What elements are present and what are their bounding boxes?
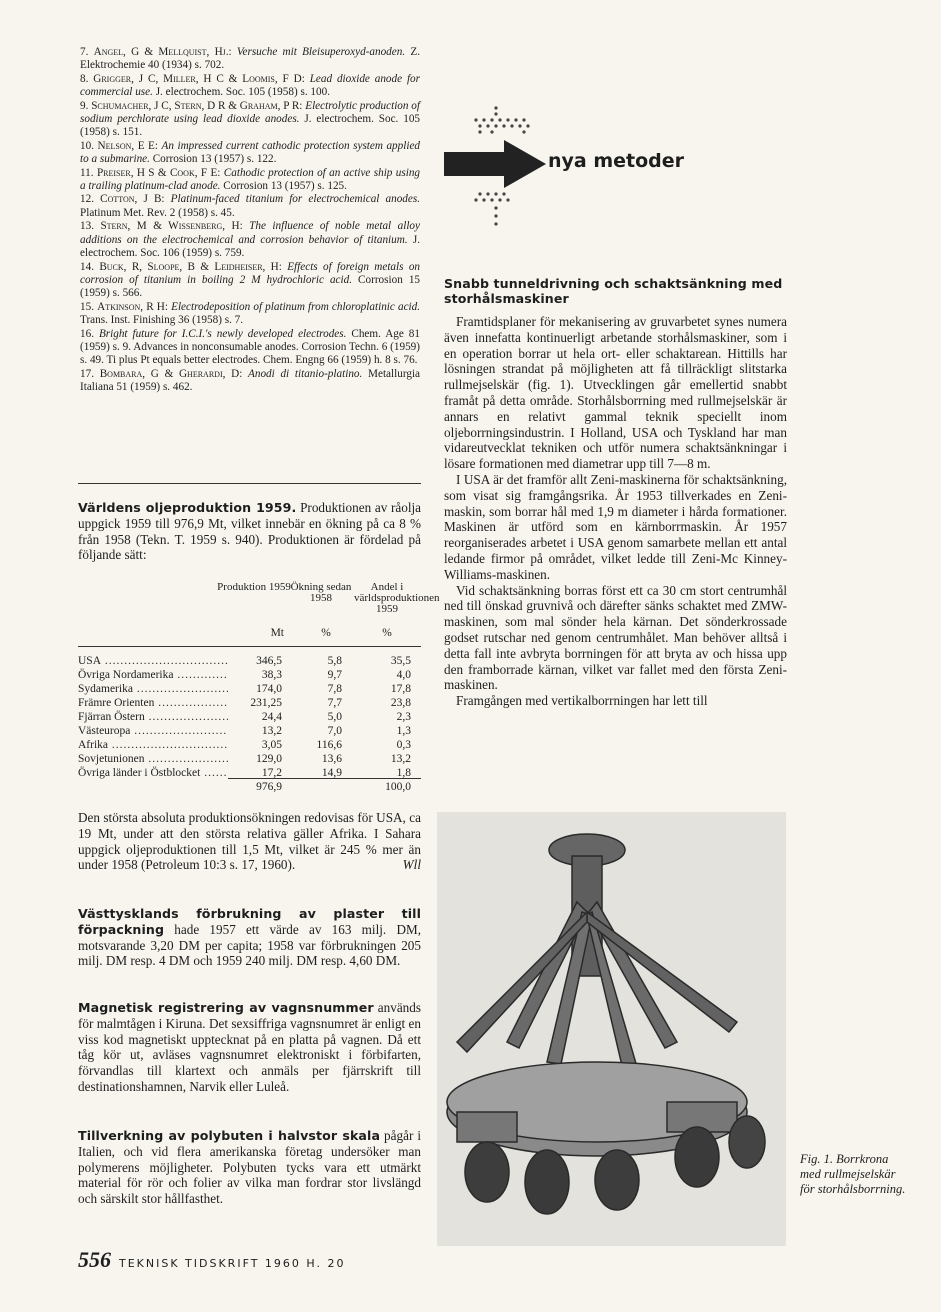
reference-number: 10. [80, 139, 94, 152]
increase-cell: 5,0 [327, 711, 342, 723]
reference-authors: Buck, R, Sloope, B & Leidheiser, H: [99, 260, 282, 273]
production-cell: 174,0 [228, 682, 282, 696]
increase-cell: 7,8 [327, 683, 342, 695]
reference-item [80, 261, 420, 301]
production-cell: 17,2 [228, 766, 282, 780]
share-cell: 4,0 [396, 669, 411, 681]
reference-authors: Angel, G & Mellquist, Hj.: [93, 46, 232, 58]
table-row [78, 696, 421, 710]
reference-item [80, 167, 420, 194]
production-cell: 346,5 [228, 654, 282, 668]
reference-item [80, 140, 420, 167]
reference-authors: Nelson, E E: [97, 139, 158, 152]
page-footer [78, 1247, 345, 1273]
reference-authors: Stern, M & Wissenberg, H: [100, 220, 243, 233]
reference-number: 8. [80, 72, 89, 85]
reference-title: Electrodeposition of platinum from chloroplatinic acid. [171, 300, 421, 313]
reference-source: Corrosion 13 (1957) s. 125. [223, 180, 347, 193]
reference-item [80, 46, 420, 73]
reference-number: 15. [80, 300, 94, 313]
share-cell: 1,3 [396, 725, 411, 737]
region-cell: Västeuropa ..... [78, 724, 236, 738]
article-intro: Produktionen av råolja uppgick 1959 till 976,9 Mt, vilket innebär en ökning på ca 8 % från 1958 (Tekn. T. 1959 s. 940). Produktionen är fördelad på följande sätt: [78, 500, 421, 563]
total-share: 100,0 [385, 781, 411, 793]
production-cell: 13,2 [228, 724, 282, 738]
reference-source: Corrosion 15 (1959) s. 566. [80, 273, 421, 300]
journal-name: TEKNISK TIDSKRIFT 1960 H. 20 [119, 1257, 346, 1270]
reference-item [80, 328, 420, 368]
article-body [444, 314, 787, 709]
reference-authors: Bombara, G & Gherardi, D: [99, 367, 243, 380]
reference-item [80, 368, 420, 395]
increase-cell: 116,6 [316, 739, 342, 751]
reference-title: Effects of foreign metals on corrosion of titanium in boiling 2 M hydrochloric acid. [80, 260, 421, 286]
reference-title: Cathodic protection of an active ship using a trailing platinum-clad anode. [80, 166, 421, 193]
article-text: används för malmtågen i Kiruna. Det sexsiffriga vagnsnumret är enligt en viss kod magnetiskt upptecknat på en platta på vagnen. Då ett tåg kör ut, avläses vagnsnumret elektroniskt i förbifarten, förvandlas till klartext och anmäls per fjärrskrift till destinationshamnen, Narvik eller Luleå. [78, 1000, 421, 1094]
reference-source: Trans. Inst. Finishing 36 (1958) s. 7. [80, 314, 244, 327]
reference-source: J. electrochem. Soc. 105 (1958) s. 151. [80, 113, 421, 139]
unit-percent-increase: % [321, 627, 331, 639]
share-cell: 0,3 [396, 739, 411, 751]
reference-item [80, 73, 420, 100]
region-cell: Sydamerika ..... [78, 682, 236, 696]
reference-source: Metallurgia Italiana 51 (1959) s. 462. [80, 367, 421, 394]
reference-source: Platinum Met. Rev. 2 (1958) s. 45. [80, 206, 235, 219]
share-cell: 35,5 [390, 655, 411, 667]
region-cell: Övriga Nordamerika ..... [78, 668, 236, 682]
table-rule [78, 646, 421, 647]
article-oil-production [78, 500, 421, 563]
col-header-production: Produktion 1959 [217, 581, 291, 593]
reference-title: Versuche mit Bleisuperoxyd-anoden. [236, 46, 406, 58]
total-rule [228, 778, 421, 779]
table-row [78, 668, 421, 682]
production-cell: 129,0 [228, 752, 282, 766]
reference-item [80, 100, 420, 140]
article-heading: Västtysklands förbrukning av plaster till förpackning [78, 906, 421, 937]
article-polybutene [78, 1128, 421, 1207]
reference-source: J. electrochem. Soc. 105 (1958) s. 100. [155, 86, 331, 99]
article-magnetic [78, 1000, 421, 1095]
nya-metoder-arrow-icon [440, 100, 550, 230]
increase-cell: 5,8 [327, 655, 342, 667]
reference-number: 9. [80, 99, 89, 112]
reference-source: Corrosion 13 (1957) s. 122. [152, 153, 277, 166]
reference-number: 14. [80, 260, 94, 273]
reference-item [80, 301, 420, 328]
production-cell: 231,25 [228, 696, 282, 710]
table-row [78, 752, 421, 766]
reference-number: 11. [80, 166, 94, 179]
reference-authors: Cotton, J B: [100, 193, 165, 206]
reference-number: 7. [80, 46, 89, 58]
reference-authors: Preiser, H S & Cook, F E: [96, 166, 221, 179]
article-text: pågår i Italien, och vid flera amerikanska företag undersöker man polymerens möjligheter. Polybuten tycks vara ett utmärkt material för rör och folier av vilka man fordrar stor livslängd och särskilt stor hållfasthet. [78, 1128, 421, 1207]
region-cell: Övriga länder i Östblocket ..... [78, 766, 236, 780]
page-number: 556 [78, 1247, 111, 1272]
reference-item [80, 193, 420, 220]
share-cell: 2,3 [396, 711, 411, 723]
table-total-row [78, 780, 421, 794]
col-header-increase: Ökning sedan 1958 [290, 581, 352, 604]
share-cell: 1,8 [396, 767, 411, 779]
increase-cell: 13,6 [321, 753, 342, 765]
drill-bit-photo [437, 812, 786, 1246]
article-text: hade 1957 ett värde av 163 milj. DM, motsvarande 3,20 DM per capita; 1958 var förbrukningen 205 milj. DM resp. 4 DM och 1959 240 milj. DM resp. 4,60 DM. [78, 921, 421, 969]
signature: Wll [402, 857, 421, 873]
region-cell: Afrika ..... [78, 738, 236, 752]
total-mt: 976,9 [256, 781, 282, 793]
reference-authors: Grigger, J C, Miller, H C & Loomis, F D: [93, 72, 305, 85]
reference-authors: Schumacher, J C, Stern, D R & Graham, P R: [91, 99, 303, 112]
production-cell: 24,4 [228, 710, 282, 724]
reference-number: 16. [80, 327, 94, 340]
production-cell: 3,05 [228, 738, 282, 752]
table-row [78, 682, 421, 696]
unit-percent-share: % [382, 627, 392, 639]
paragraph: Framgången med vertikalborrningen har lett till [456, 693, 708, 709]
reference-source: Z. Elektrochemie 40 (1934) s. 702. [80, 46, 421, 72]
increase-cell: 7,0 [327, 725, 342, 737]
article-plastics [78, 906, 421, 969]
reference-title: Bright future for I.C.I.'s newly developed electrodes. [98, 327, 347, 340]
paragraph: I USA är det framför allt Zeni-maskinerna för schaktsänkning, som visat sig framgångsrika. År 1953 tillverkades en Zeni-maskin, som borrar hål med 1,9 m diameter i hårda formationer. Maskinen är utförd som en kärnborrmaskin. År 1957 reorganiserades arbetet i USA genom samarbete mellan ett antal ledande firmor på området, vilket ledde till Zeni-Mc Kinney-Williams-maskinen. [444, 471, 787, 582]
share-cell: 13,2 [390, 753, 411, 765]
article-heading: Snabb tunneldrivning och schaktsänkning med storhålsmaskiner [444, 276, 783, 306]
section-label: nya metoder [548, 150, 685, 172]
table-row [78, 738, 421, 752]
unit-mt: Mt [270, 627, 284, 639]
share-cell: 23,8 [390, 697, 411, 709]
table-row [78, 654, 421, 668]
reference-title: Electrolytic production of sodium perchlorate using lead dioxide anodes. [80, 99, 421, 126]
reference-number: 13. [80, 220, 94, 233]
reference-item [80, 220, 420, 260]
section-divider [78, 483, 421, 484]
reference-title: Anodi di titanio-platino. [248, 367, 363, 380]
reference-title: The influence of noble metal alloy additions on the electrochemical and corrosion behavior of titanium. [80, 220, 420, 246]
increase-cell: 7,7 [327, 697, 342, 709]
increase-cell: 14,9 [321, 767, 342, 779]
production-cell: 38,3 [228, 668, 282, 682]
reference-number: 17. [80, 367, 94, 380]
region-cell: Fjärran Östern ..... [78, 710, 236, 724]
reference-source: J. electrochem. Soc. 106 (1959) s. 759. [80, 233, 421, 260]
reference-source: Chem. Age 81 (1959) s. 9. Advances in nonconsumable anodes. Corrosion Techn. 6 (1959) s. 49. Ti plus Pt equals better electrodes. Chem. Engng 66 (1959) h. 8 s. 76. [80, 327, 420, 367]
reference-number: 12. [80, 193, 94, 206]
region-cell: Främre Orienten ..... [78, 696, 236, 710]
reference-list [80, 46, 420, 395]
conclusion-text: Den största absoluta produktionsökningen redovisas för USA, ca 19 Mt, under att den största relativa gäller Afrika. I Sahara uppgick oljeproduktionen till 1,5 Mt, vilket är 245 % mer än under 1958 (Petroleum 10:3 s. 17, 1960). [78, 810, 421, 873]
figure-caption: Fig. 1. Borrkrona med rullmejselskär för storhålsborrning. [800, 1152, 906, 1196]
increase-cell: 9,7 [327, 669, 342, 681]
oil-conclusion [78, 810, 421, 873]
reference-authors: Atkinson, R H: [97, 300, 168, 313]
col-header-share: Andel i världsproduktionen 1959 [354, 581, 440, 615]
table-row [78, 724, 421, 738]
share-cell: 17,8 [390, 683, 411, 695]
article-heading: Tillverkning av polybuten i halvstor skala [78, 1128, 381, 1143]
article-tunneling [444, 276, 787, 709]
paragraph: Framtidsplaner för mekanisering av gruvarbetet synes numera även innefatta kontinuerligt arbetande storhålsmaskiner, som i en operation borrar ut hela ort- eller schaktarean. Hittills har lösningen strandat på möjligheten att få tillräckligt slitstarka rullmejselskär (fig. 1). Utvecklingen går emellertid snabbt framåt på detta område. Storhålsborrning med rullmejselskär är annars en relativt gammal teknik speciellt inom oljeborrningsindustrin. I Holland, USA och Tyskland har man vidareutvecklat tekniken och utför numera schaktsänkningar i lösare formationen med diametrar upp till 7—8 m. [444, 314, 787, 472]
region-cell: USA ..... [78, 654, 236, 668]
paragraph: Vid schaktsänkning borras först ett ca 30 cm stort centrumhål ned till önskad gruvnivå och därefter sänks schaktet med ZMW-maskinen, som mal sönder hela kärnan. Det sönderkrossade godset rutschar ned genom centrumhålet. Man behöver alltså i detta fall inte avbryta borrningen för att bryta av och hissa upp den framborrade kärnan, vilket var fallet med den första Zeni-maskinen. [444, 582, 787, 693]
article-heading: Magnetisk registrering av vagnsnummer [78, 1000, 374, 1015]
article-heading: Världens oljeproduktion 1959. [78, 500, 297, 515]
region-cell: Sovjetunionen ..... [78, 752, 236, 766]
reference-title: Lead dioxide anode for commercial use. [80, 72, 421, 99]
reference-title: An impressed current cathodic protection system applied to a submarine. [80, 139, 421, 166]
table-row [78, 710, 421, 724]
reference-title: Platinum-faced titanium for electrochemical anodes. [170, 193, 421, 206]
